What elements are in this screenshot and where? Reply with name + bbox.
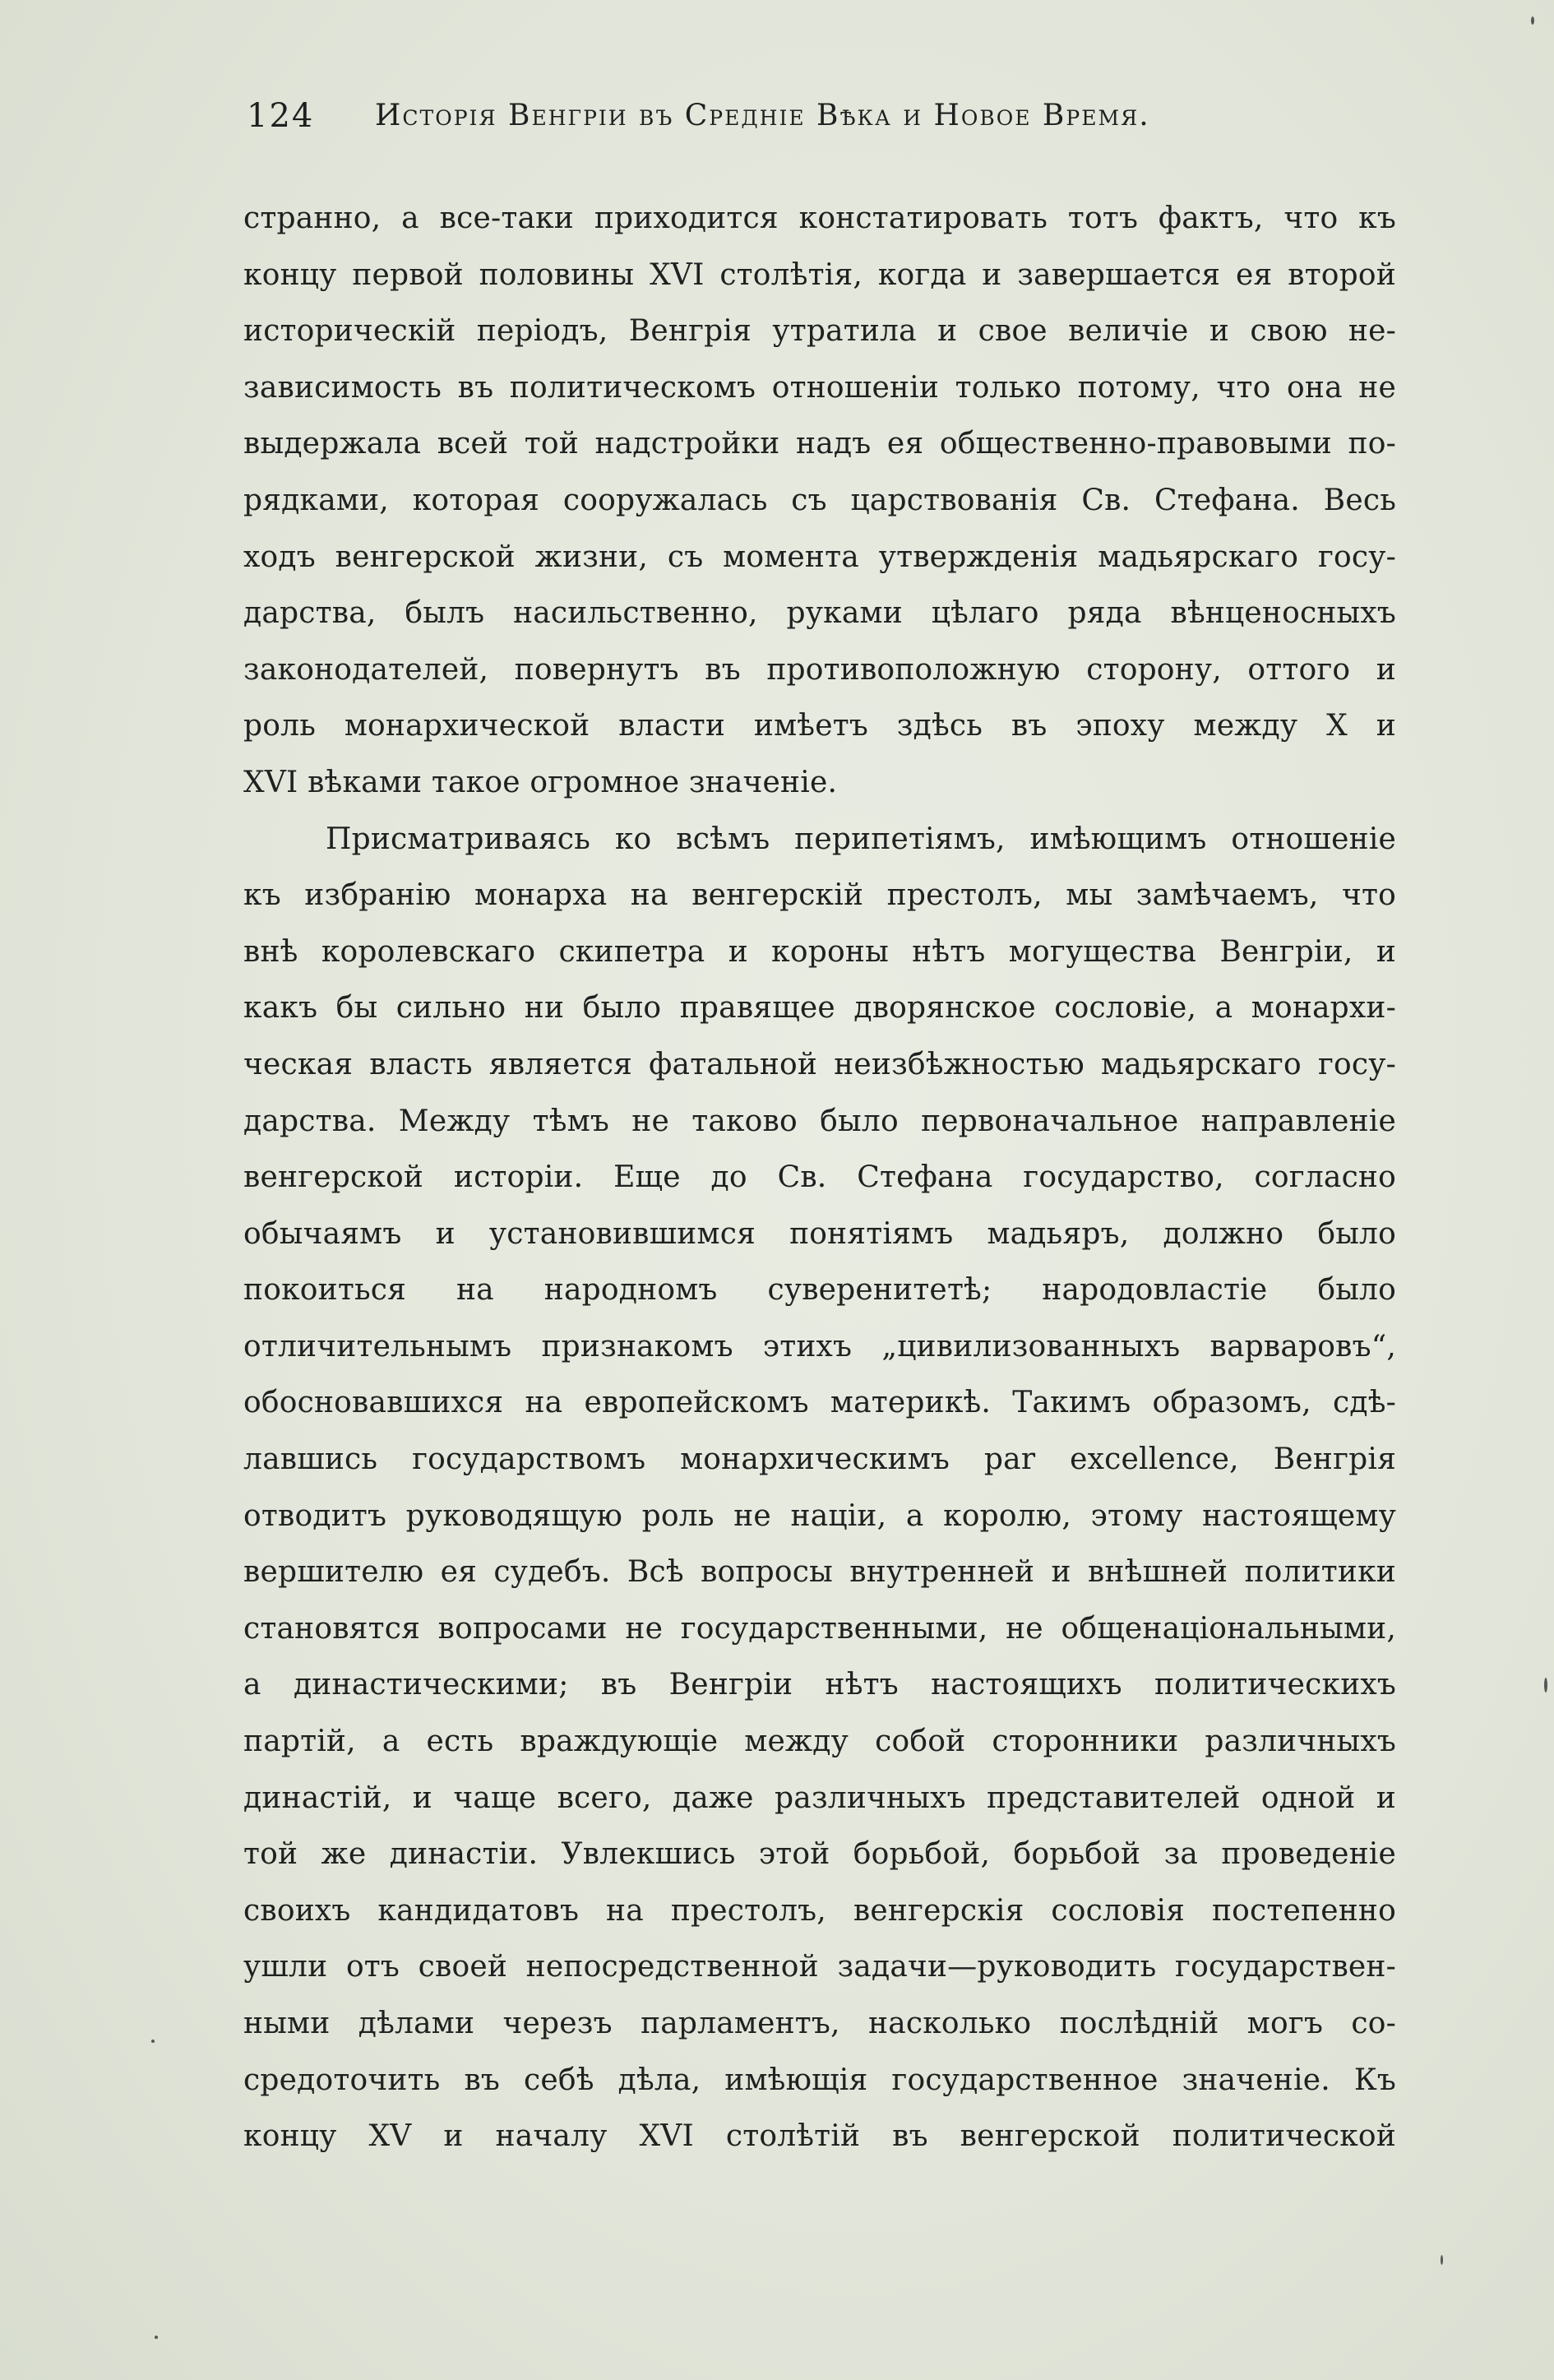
text-line: дарства, былъ насильственно, руками цѣлаго ряда вѣнценосныхъ bbox=[243, 596, 1396, 631]
paper-speck bbox=[1531, 16, 1534, 25]
text-line: средоточить въ себѣ дѣла, имѣющія государственное значеніе. Къ bbox=[243, 2063, 1396, 2097]
text-line: концу первой половины XVI столѣтія, когда и завершается ея второй bbox=[243, 257, 1396, 292]
text-line: концу XV и началу XVI столѣтій въ венгерской политической bbox=[243, 2119, 1396, 2154]
paper-speck bbox=[155, 2336, 158, 2339]
paper-speck bbox=[1544, 1678, 1547, 1692]
text-line: странно, а все-таки приходится констатировать тотъ фактъ, что къ bbox=[243, 201, 1396, 235]
text-line: ходъ венгерской жизни, съ момента утвержденія мадьярскаго госу- bbox=[243, 539, 1396, 574]
text-line: партій, а есть враждующіе между собой сторонники различныхъ bbox=[243, 1725, 1396, 1759]
text-line: историческій періодъ, Венгрія утратила и свое величіе и свою не- bbox=[243, 314, 1396, 349]
paper-speck bbox=[1441, 2255, 1443, 2265]
text-line: къ избранію монарха на венгерскій престолъ, мы замѣчаемъ, что bbox=[243, 878, 1396, 913]
text-line: XVI вѣками такое огромное значеніе. bbox=[243, 765, 838, 799]
text-line: ческая власть является фатальной неизбѣжностью мадьярскаго госу- bbox=[243, 1047, 1396, 1081]
text-line: выдержала всей той надстройки надъ ея общественно-правовыми по- bbox=[243, 427, 1396, 461]
text-line: обосновавшихся на европейскомъ материкѣ. Такимъ образомъ, сдѣ- bbox=[243, 1386, 1396, 1420]
text-line: ушли отъ своей непосредственной задачи—руководить государствен- bbox=[243, 1950, 1396, 1984]
running-title: Исторія Венгріи въ Среднiе Вѣка и Новое Время. bbox=[375, 99, 1150, 132]
text-line: зависимость въ политическомъ отношеніи только потому, что она не bbox=[243, 370, 1396, 405]
text-line: Присматриваясь ко всѣмъ перипетіямъ, имѣющимъ отношеніе bbox=[326, 822, 1396, 856]
text-line: венгерской исторіи. Еще до Св. Стефана государство, согласно bbox=[243, 1160, 1396, 1195]
text-line: внѣ королевскаго скипетра и короны нѣтъ могущества Венгріи, и bbox=[243, 934, 1396, 969]
text-line: династій, и чаще всего, даже различныхъ представителей одной и bbox=[243, 1780, 1396, 1815]
text-line: становятся вопросами не государственными, не общенаціональными, bbox=[243, 1611, 1396, 1646]
text-line: рядками, которая сооружалась съ царствованія Св. Стефана. Весь bbox=[243, 483, 1396, 517]
text-line: обычаямъ и установившимся понятіямъ мадьяръ, должно было bbox=[243, 1216, 1396, 1251]
page-number: 124 bbox=[247, 97, 315, 135]
text-line: роль монархической власти имѣетъ здѣсь въ эпоху между X и bbox=[243, 709, 1396, 743]
paper-speck bbox=[151, 2040, 155, 2043]
text-line: а династическими; въ Венгріи нѣтъ настоящихъ политическихъ bbox=[243, 1668, 1396, 1702]
text-line: своихъ кандидатовъ на престолъ, венгерскія сословія постепенно bbox=[243, 1893, 1396, 1928]
page-header bbox=[247, 97, 1316, 155]
text-line: отводитъ руководящую роль не націи, а королю, этому настоящему bbox=[243, 1498, 1396, 1533]
text-line: какъ бы сильно ни было правящее дворянское сословіе, а монархи- bbox=[243, 991, 1396, 1026]
text-line: ными дѣлами черезъ парламентъ, насколько послѣдній могъ со- bbox=[243, 2007, 1396, 2040]
text-line: той же династіи. Увлекшись этой борьбой, борьбой за проведеніе bbox=[243, 1837, 1396, 1872]
text-line: дарства. Между тѣмъ не таково было первоначальное направленіе bbox=[243, 1104, 1396, 1138]
text-line: законодателей, повернутъ въ противоположную сторону, оттого и bbox=[243, 652, 1396, 687]
text-line: покоиться на народномъ суверенитетѣ; народовластіе было bbox=[243, 1273, 1396, 1308]
text-line: лавшись государствомъ монархическимъ par excellence, Венгрія bbox=[243, 1442, 1396, 1477]
body-text bbox=[243, 191, 1396, 2165]
text-line: отличительнымъ признакомъ этихъ „цивилизованныхъ варваровъ“, bbox=[243, 1329, 1396, 1364]
text-line: вершителю ея судебъ. Всѣ вопросы внутренней и внѣшней политики bbox=[243, 1555, 1396, 1590]
